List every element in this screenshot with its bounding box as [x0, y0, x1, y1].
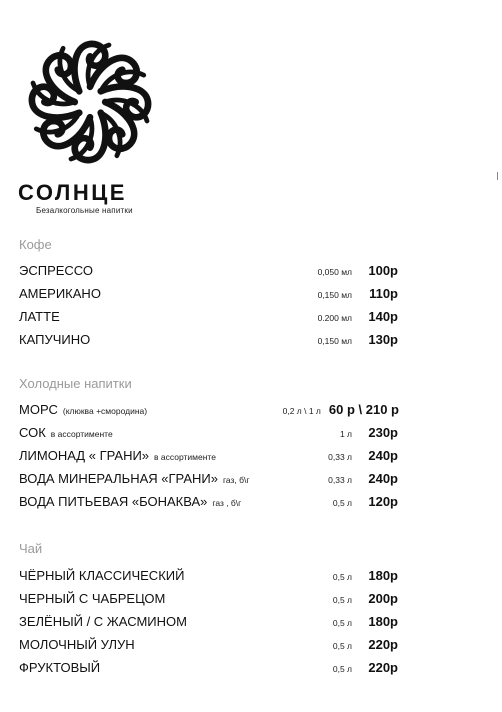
item-price: 220р [368, 660, 398, 675]
item-volume: 0,050 мл [317, 267, 352, 277]
menu-item [19, 494, 398, 514]
item-name: ЧЁРНЫЙ КЛАССИЧЕСКИЙ [19, 568, 185, 583]
menu-item [19, 591, 398, 611]
brand-tagline: Безалкогольные напитки [36, 206, 133, 215]
item-price: 240р [368, 448, 398, 463]
item-volume: 0,5 л [332, 572, 352, 582]
item-price: 130р [368, 332, 398, 347]
menu-item [19, 263, 398, 283]
menu-item [19, 660, 398, 680]
item-name: МОЛОЧНЫЙ УЛУН [19, 637, 135, 652]
item-price: 220р [368, 637, 398, 652]
item-price: 120р [368, 494, 398, 509]
item-name: ЛАТТЕ [19, 309, 60, 324]
item-volume: 0,5 л [332, 618, 352, 628]
item-price: 240р [368, 471, 398, 486]
item-note: в ассортименте [154, 452, 216, 462]
item-price: 180р [368, 568, 398, 583]
item-name: АМЕРИКАНО [19, 286, 101, 301]
item-name: МОРС [19, 402, 58, 417]
menu-item [19, 286, 398, 306]
item-price: 180р [368, 614, 398, 629]
item-name: ВОДА ПИТЬЕВАЯ «БОНАКВА» [19, 494, 208, 509]
item-price: 110р [369, 286, 398, 301]
item-price: 60 р \ 210 р [328, 402, 399, 417]
item-note: газ , б\г [212, 498, 242, 508]
menu-item [19, 568, 398, 588]
menu-item [19, 309, 398, 329]
item-volume: 0,150 мл [317, 290, 352, 300]
item-volume: 0,5 л [332, 664, 352, 674]
sun-rays [17, 29, 164, 176]
item-name: ЛИМОНАД « ГРАНИ» [19, 448, 150, 463]
menu-item [19, 448, 398, 468]
item-note: (клюква +смородина) [62, 406, 148, 416]
section-title-coffee: Кофе [19, 237, 52, 252]
menu-item [19, 637, 398, 657]
item-volume: 0,33 л [328, 475, 352, 485]
item-note: газ, б\г [222, 475, 250, 485]
item-volume: 0.200 мл [317, 313, 352, 323]
item-volume: 0,150 мл [317, 336, 352, 346]
sun-logo [14, 26, 166, 178]
item-volume: 0,5 л [332, 498, 352, 508]
item-name: ЧЕРНЫЙ С ЧАБРЕЦОМ [19, 591, 166, 606]
section-title-cold-drinks: Холодные напитки [19, 376, 132, 391]
corner-mark [497, 172, 498, 180]
item-note: в ассортименте [50, 429, 113, 439]
item-price: 200р [368, 591, 398, 606]
menu-item [19, 614, 398, 634]
item-name: СОК [19, 425, 46, 440]
item-volume: 0,2 л \ 1 л [282, 406, 321, 416]
menu-item [19, 402, 399, 422]
item-volume: 0,33 л [328, 452, 352, 462]
item-name: ЗЕЛЁНЫЙ / С ЖАСМИНОМ [19, 614, 187, 629]
item-name: ЭСПРЕССО [19, 263, 94, 278]
menu-item [19, 425, 398, 445]
section-title-tea: Чай [19, 541, 43, 556]
item-name: ФРУКТОВЫЙ [19, 660, 101, 675]
item-volume: 0,5 л [332, 641, 352, 651]
item-price: 140р [368, 309, 398, 324]
menu-item [19, 332, 398, 352]
menu-item [19, 471, 398, 491]
item-volume: 0,5 л [332, 595, 352, 605]
item-volume: 1 л [339, 429, 352, 439]
item-name: ВОДА МИНЕРАЛЬНАЯ «ГРАНИ» [19, 471, 218, 486]
brand-name: СОЛНЦЕ [18, 180, 127, 205]
item-name: КАПУЧИНО [19, 332, 91, 347]
item-price: 100р [368, 263, 398, 278]
item-price: 230р [368, 425, 398, 440]
